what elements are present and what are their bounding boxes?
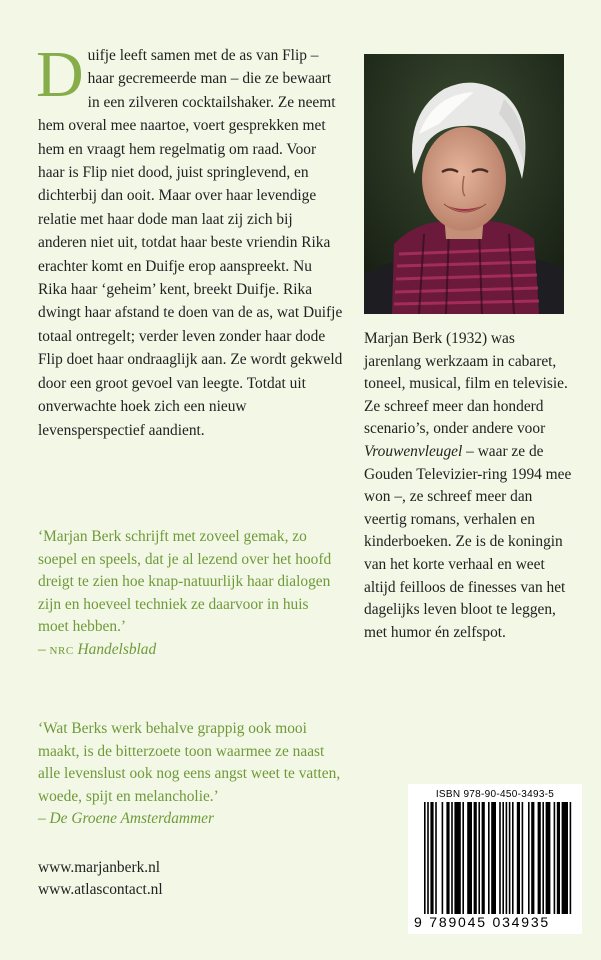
author-photo [364, 54, 564, 314]
quote-text: ‘Wat Berks werk behalve grappig ook mooi maakt, is de bitterzoete toon waarmee ze naast alle levenslust ook nog eens angst weet te vatten, woede, spijt en melancholie.’ [38, 720, 341, 805]
quote-source: – De Groene Amsterdammer [38, 810, 214, 828]
quote-source: – NRC Handelsblad [38, 640, 157, 658]
author-portrait-illustration [364, 54, 564, 314]
blurb-text: uifje leeft samen met de as van Flip – haar gecremeerde man – die ze bewaart in een zilveren cocktailshaker. Ze neemt hem overal mee naartoe, voert gesprekken met hem en vraagt hem regelmatig om raad. Voor haar is Flip niet dood, juist springlevend, en dichterbij dan ooit. Maar over haar levendige relatie met haar dode man laat zij zich bij anderen niet uit, totdat haar beste vriendin Rika erachter komt en Duifje erop aanspreekt. Nu Rika haar ‘geheim’ kent, breekt Duifje. Rika dwingt haar afstand te doen van de as, wat Duifje totaal ontregelt; verder leven zonder haar dode Flip doet haar ondraaglijk aan. Ze wordt gekweld door een groot gevoel van leegte. Totdat uit onverwachte hoek zich een nieuw levensperspectief aandient. [38, 47, 343, 439]
barcode-digits: 9 789045 034935 [414, 914, 550, 930]
website-links [38, 857, 163, 901]
isbn-barcode [408, 784, 582, 934]
book-title: Vrouwenvleugel [364, 442, 463, 460]
barcode-bars-icon [424, 802, 574, 914]
review-quote-nrc [38, 526, 338, 663]
isbn-label: ISBN 978-90-450-3493-5 [435, 789, 555, 800]
author-bio: Marjan Berk (1932) was jarenlang werkzaam in cabaret, toneel, musical, film en televisie. Ze schreef meer dan honderd scenario’s, onder andere voor Vrouwenvleugel – waar ze de Gouden Televizier-ring 1994 mee won –, ze schreef meer dan veertig romans, verhalen en kinderboeken. Ze is de koningin van het korte verhaal en weet altijd feilloos de finesses van het dagelijks leven bloot te leggen, met humor én zelfspot. [364, 330, 572, 641]
review-quote-groene [38, 718, 348, 831]
url-publisher[interactable]: www.atlascontact.nl [38, 881, 163, 898]
url-author[interactable]: www.marjanberk.nl [38, 859, 161, 876]
drop-cap: D [36, 38, 84, 111]
book-blurb [36, 38, 344, 442]
quote-text: ‘Marjan Berk schrijft met zoveel gemak, zo soepel en speels, dat je al lezend over het hoofd dreigt te zien hoe knap-natuurlijk haar dialogen zijn en hoeveel techniek ze daarvoor in huis moet hebben.’ [38, 528, 332, 636]
